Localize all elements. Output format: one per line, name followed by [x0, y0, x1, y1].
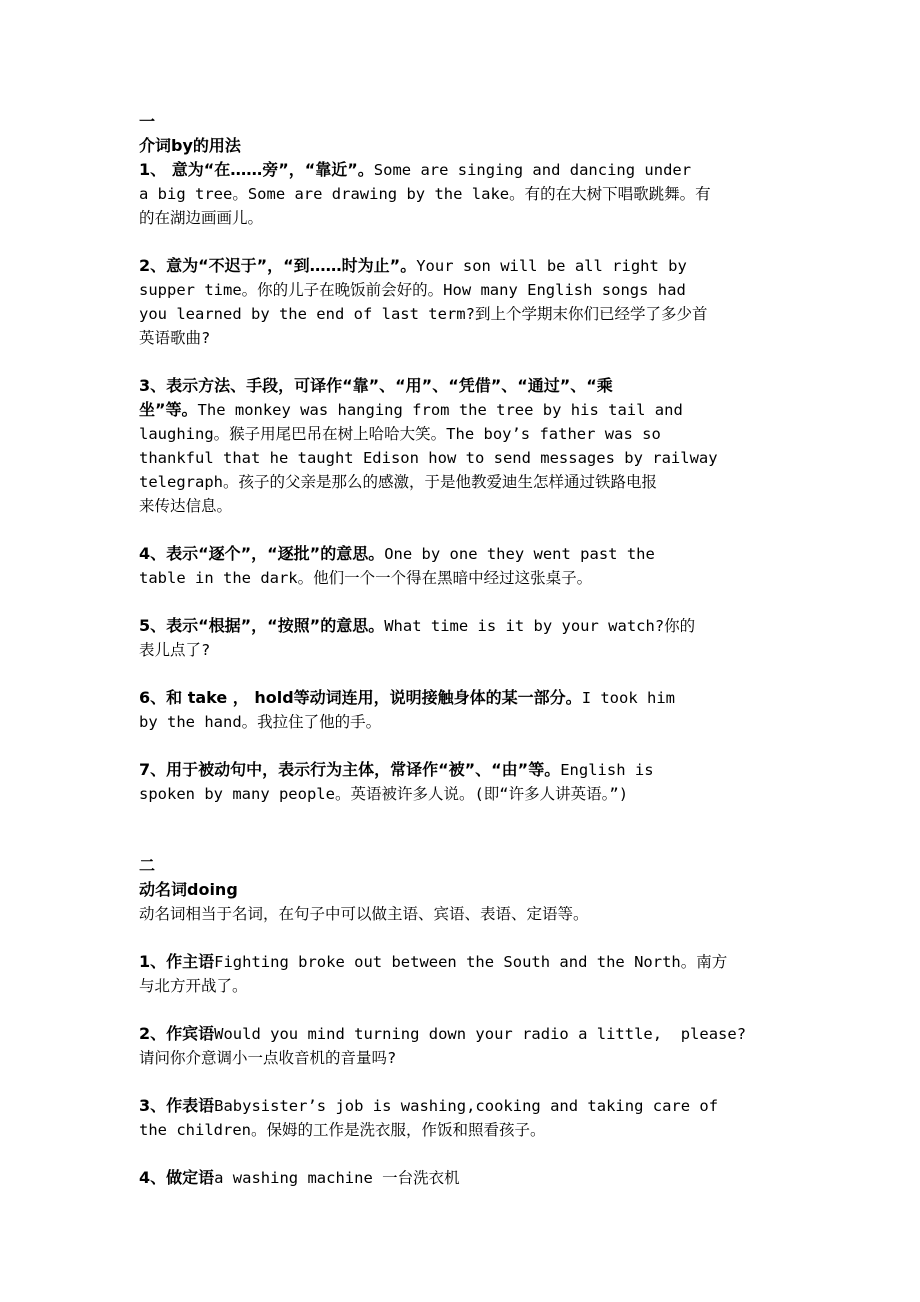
item-label: 2、作宾语 [139, 1024, 215, 1043]
paragraph-gap [139, 830, 784, 854]
text-line: a big tree。Some are drawing by the lake。有的在大树下唱歌跳舞。有 [139, 185, 711, 203]
item-label: 5、表示“根据”，“按照”的意思。 [139, 616, 385, 635]
item-label: 1、 意为“在……旁”，“靠近”。 [139, 160, 374, 179]
text-line [139, 1166, 784, 1190]
item-text: Your son will be all right by [416, 257, 687, 275]
item-label: 3、表示方法、手段，可译作“靠”、“用”、“凭借”、“通过”、“乘 [139, 376, 613, 395]
text-line [139, 542, 784, 566]
item-text: What time is it by your watch?你的 [384, 617, 696, 635]
text-line: spoken by many people。英语被许多人说。(即“许多人讲英语。”) [139, 785, 629, 803]
text-line [139, 254, 784, 278]
paragraph-gap [139, 230, 784, 254]
text-line: 表儿点了? [139, 641, 211, 659]
text-line [139, 686, 784, 710]
text-line [139, 158, 784, 182]
text-line: 与北方开战了。 [139, 977, 248, 995]
text-line [139, 758, 784, 782]
text-line [139, 1022, 784, 1046]
text-line [139, 398, 784, 422]
item-text: Would you mind turning down your radio a little, please? [214, 1025, 747, 1043]
paragraph-gap [139, 350, 784, 374]
text-line: 的在湖边画画儿。 [139, 209, 264, 227]
item-text: English is [560, 761, 654, 779]
item-label: 1、作主语 [139, 952, 215, 971]
text-line: laughing。猴子用尾巴吊在树上哈哈大笑。The boy’s father was so [139, 425, 661, 443]
section-number: 二 [139, 856, 156, 875]
paragraph-gap [139, 590, 784, 614]
text-line: 英语歌曲? [139, 329, 211, 347]
item-text: Some are singing and dancing under [373, 161, 692, 179]
item-text: Babysister’s job is washing,cooking and taking care of [214, 1097, 719, 1115]
text-line [139, 374, 784, 398]
paragraph-gap [139, 662, 784, 686]
item-label: 3、作表语 [139, 1096, 215, 1115]
paragraph-gap [139, 1070, 784, 1094]
text-line: thankful that he taught Edison how to send messages by railway [139, 449, 718, 467]
text-line: table in the dark。他们一个一个得在黑暗中经过这张桌子。 [139, 569, 593, 587]
paragraph-gap [139, 1142, 784, 1166]
text-line: supper time。你的儿子在晚饭前会好的。How many English songs had [139, 281, 686, 299]
text-line: 来传达信息。 [139, 497, 233, 515]
text-line [139, 950, 784, 974]
section-intro: 动名词相当于名词，在句子中可以做主语、宾语、表语、定语等。 [139, 905, 589, 923]
text-line: you learned by the end of last term?到上个学期末你们已经学了多少首 [139, 305, 708, 323]
paragraph-gap [139, 806, 784, 830]
text-line: 请问你介意调小一点收音机的音量吗? [139, 1049, 397, 1067]
item-label: 2、意为“不迟于”，“到……时为止”。 [139, 256, 417, 275]
paragraph-gap [139, 518, 784, 542]
paragraph-gap [139, 998, 784, 1022]
text-line [139, 614, 784, 638]
section-title: 介词by的用法 [139, 136, 241, 155]
text-line: by the hand。我拉住了他的手。 [139, 713, 382, 731]
item-label: 7、用于被动句中，表示行为主体，常译作“被”、“由”等。 [139, 760, 561, 779]
item-label: 4、表示“逐个”，“逐批”的意思。 [139, 544, 385, 563]
item-text: One by one they went past the [384, 545, 655, 563]
item-label: 6、和 take ， hold等动词连用，说明接触身体的某一部分。 [139, 688, 582, 707]
document-page [139, 110, 784, 1190]
item-text: Fighting broke out between the South and the North。南方 [214, 953, 728, 971]
paragraph-gap [139, 926, 784, 950]
item-label: 坐”等。 [139, 400, 198, 419]
item-text: The monkey was hanging from the tree by his tail and [197, 401, 683, 419]
text-line: the children。保姆的工作是洗衣服，作饭和照看孩子。 [139, 1121, 546, 1139]
item-label: 4、做定语 [139, 1168, 215, 1187]
section-title: 动名词doing [139, 880, 238, 899]
item-text: a washing machine 一台洗衣机 [214, 1169, 460, 1187]
text-line: telegraph。孩子的父亲是那么的感激，于是他教爱迪生怎样通过铁路电报 [139, 473, 657, 491]
paragraph-gap [139, 734, 784, 758]
text-line [139, 1094, 784, 1118]
section-number: 一 [139, 112, 156, 131]
item-text: I took him [581, 689, 676, 707]
